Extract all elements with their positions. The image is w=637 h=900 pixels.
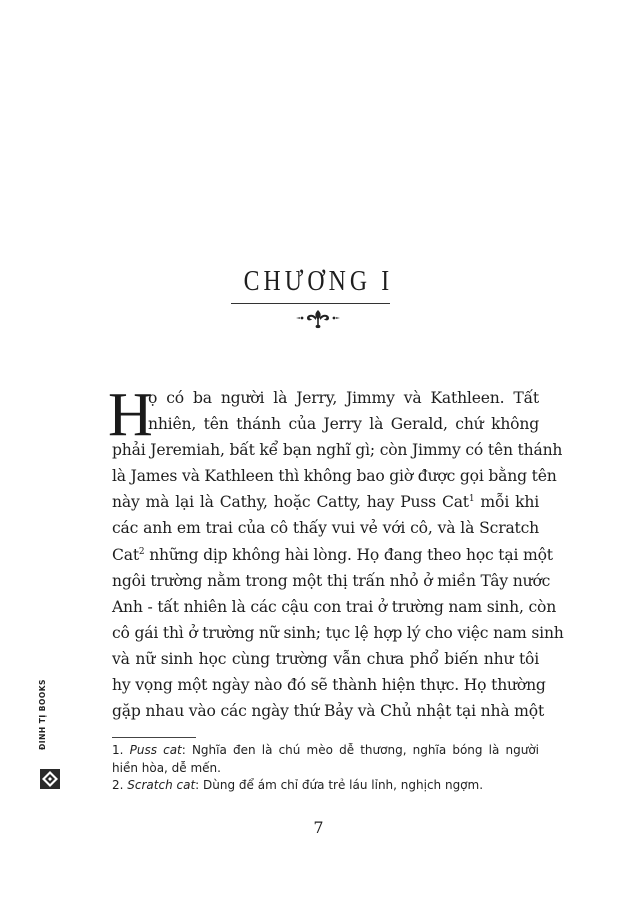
- body-line-9: Anh - tất nhiên là các cậu con trai ở trường nam sinh, còn: [112, 597, 557, 616]
- body-text: [112, 385, 564, 724]
- footnote-2: [112, 777, 539, 795]
- body-line-5-b: mỗi khi: [480, 493, 539, 512]
- body-line-12: hy vọng một ngày nào đó sẽ thành hiện thực. Họ thường: [112, 676, 546, 695]
- drop-cap: H: [108, 381, 153, 449]
- body-line-6: các anh em trai của cô thấy vui vẻ với cô, và là Scratch: [112, 519, 539, 538]
- fleuron-ornament-icon: [294, 307, 342, 329]
- footnote-1-term: Puss cat: [129, 743, 182, 757]
- chapter-title: CHƯƠNG I: [243, 265, 394, 297]
- footnote-mark-2: 2: [138, 546, 145, 557]
- footnote-mark-1: 1: [468, 494, 475, 505]
- body-line-8: ngôi trường nằm trong một thị trấn nhỏ ở miền Tây nước: [112, 571, 551, 590]
- publisher-logo-icon: [40, 769, 60, 789]
- body-line-7-b: những dịp không hài lòng. Họ đang theo học tại một: [149, 545, 553, 564]
- footnote-2-term: Scratch cat: [127, 778, 196, 792]
- body-line-5: [112, 489, 539, 515]
- body-line-3: phải Jeremiah, bất kể bạn nghĩ gì; còn Jimmy có tên thánh: [112, 441, 563, 460]
- footnote-2-number: 2.: [112, 778, 124, 792]
- body-line-10: cô gái thì ở trường nữ sinh; tục lệ hợp lý cho việc nam sinh: [112, 623, 564, 642]
- footnotes: [112, 742, 539, 795]
- footnote-1-number: 1.: [112, 743, 124, 757]
- body-line-13: gặp nhau vào các ngày thứ Bảy và Chủ nhật tại nhà một: [112, 702, 545, 721]
- publisher-name: ĐINH TỊ BOOKS: [38, 679, 47, 750]
- body-line-1: ọ có ba người là Jerry, Jimmy và Kathleen. Tất: [148, 389, 539, 407]
- title-rule: [231, 303, 390, 304]
- body-line-4: là James và Kathleen thì không bao giờ được gọi bằng tên: [112, 467, 557, 486]
- footnote-1-continuation: hiền hòa, dễ mến.: [112, 760, 221, 775]
- body-line-2: nhiên, tên thánh của Jerry là Gerald, chứ không: [148, 415, 539, 434]
- footnote-1-text: : Nghĩa đen là chú mèo dễ thương, nghĩa bóng là người: [181, 743, 539, 757]
- page-number: 7: [313, 818, 324, 837]
- footnote-1: [112, 742, 539, 760]
- body-line-11: và nữ sinh học cùng trường vẫn chưa phổ biến như tôi: [112, 649, 539, 668]
- body-line-7-a: Cat$^2$: [112, 545, 145, 564]
- footnote-rule: [112, 737, 196, 738]
- footnote-2-text: : Dùng để ám chỉ đứa trẻ láu lỉnh, nghịch ngợm.: [195, 778, 484, 792]
- body-line-5-a: này mà lại là Cathy, hoặc Catty, hay Puss Cat$^1$: [112, 493, 475, 512]
- body-line-7: [112, 542, 553, 568]
